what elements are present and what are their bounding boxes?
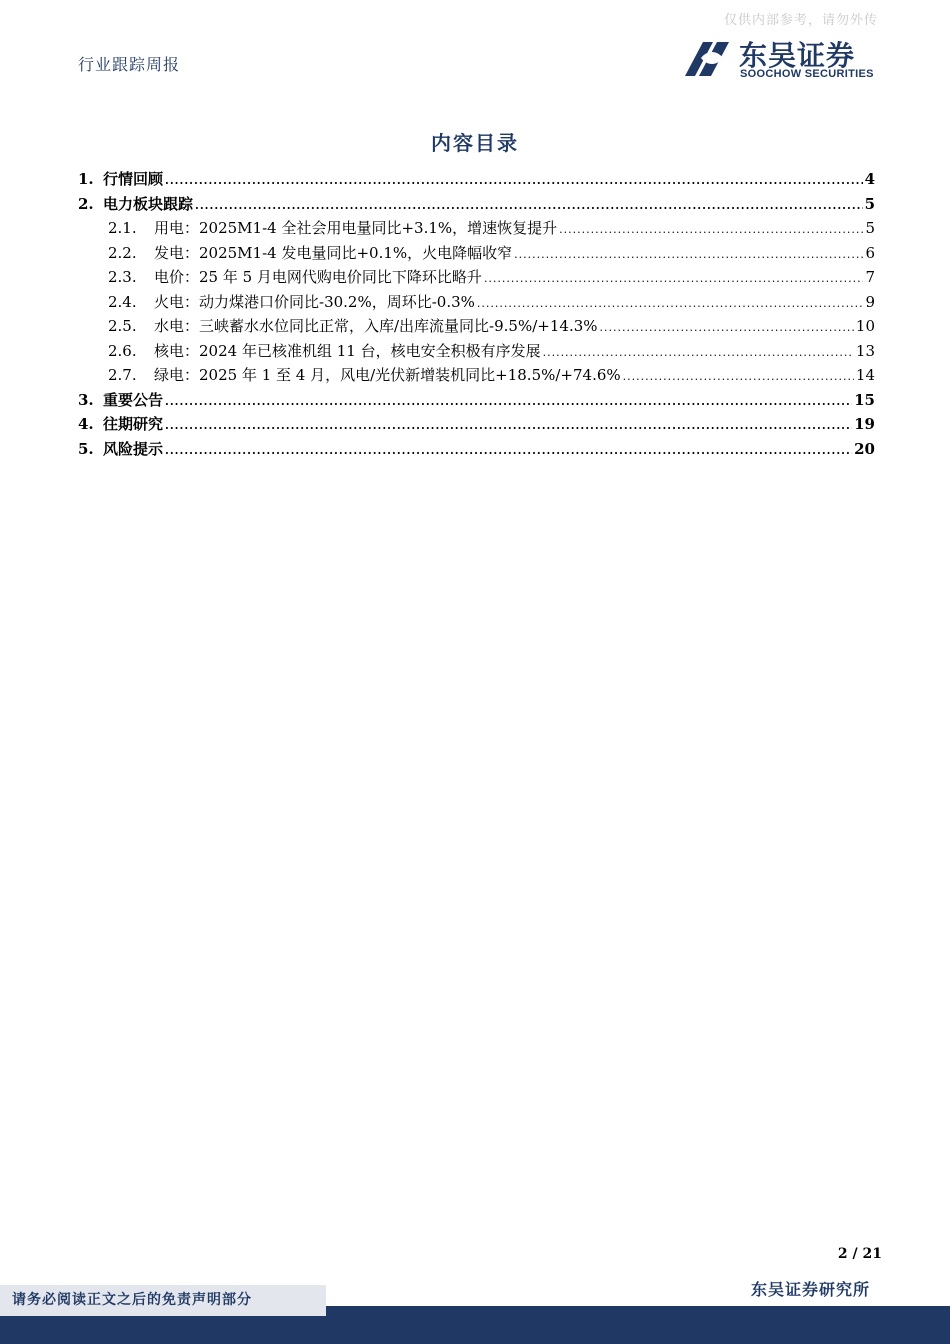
toc-entry[interactable] [78,437,875,462]
toc-entry-number: 5. [78,439,94,458]
toc-entry-number: 3. [78,390,94,409]
toc-entry-page: 15 [854,390,875,409]
toc-entry-page: 10 [855,317,875,335]
toc-entry-page: 4 [864,170,875,188]
toc-dot-leader [484,267,864,292]
toc-dot-leader [600,316,854,341]
toc-entry-number: 2.3. [108,268,137,286]
watermark-text: 仅供内部参考，请勿外传 [723,13,878,28]
page-indicator: 2 / 21 [837,1246,882,1262]
toc-dot-leader [477,292,864,317]
toc-entry-title: 行情回顾 [103,170,164,188]
toc-entry-number: 2.5. [108,317,137,335]
toc-entry-title: 绿电：2025 年 1 至 4 月，风电/光伏新增装机同比+18.5%/+74.6% [154,366,621,384]
toc-entry[interactable] [78,167,875,192]
toc-entry[interactable] [78,314,875,339]
toc-entry-number: 2.2. [108,243,137,262]
toc-entry-title: 核电：2024 年已核准机组 11 台，核电安全积极有序发展 [154,341,541,360]
toc-entry-title: 电价：25 年 5 月电网代购电价同比下降环比略升 [154,268,482,286]
toc-dot-leader [165,439,852,464]
toc-entry[interactable] [78,216,875,241]
toc-entry[interactable] [78,363,875,388]
toc-entry-title: 风险提示 [103,439,164,458]
report-type-label: 行业跟踪周报 [78,55,181,74]
toc-dot-leader [623,365,854,390]
toc-entry-number: 2.6. [108,341,137,360]
toc-entry-title: 发电：2025M1-4 发电量同比+0.1%，火电降幅收窄 [154,243,513,262]
toc-entry-page: 14 [855,366,875,384]
toc-entry[interactable] [78,339,875,364]
toc-entry-title: 重要公告 [103,390,164,409]
toc-entry-title: 电力板块跟踪 [103,194,194,213]
toc-entry[interactable] [78,290,875,315]
toc-entry-title: 用电：2025M1-4 全社会用电量同比+3.1%，增速恢复提升 [154,219,558,237]
toc-entry-page: 19 [854,415,875,433]
toc-entry[interactable] [78,241,875,266]
toc-entry[interactable] [78,388,875,413]
toc-entry-number: 2.4. [108,292,137,311]
toc-entry-page: 5 [865,219,875,237]
toc-dot-leader [195,194,863,219]
company-name-en: SOOCHOW SECURITIES [740,68,874,80]
toc-entry-number: 2.1. [108,219,137,237]
company-logo [683,36,883,84]
toc-entry-title: 火电：动力煤港口价同比-30.2%，周环比-0.3% [154,292,475,311]
toc-title: 内容目录 [431,131,519,155]
toc-entry-page: 20 [854,439,875,458]
toc-entry-number: 4. [78,415,94,433]
toc-entry-title: 水电：三峡蓄水水位同比正常，入库/出库流量同比-9.5%/+14.3% [154,317,598,335]
toc-dot-leader [559,218,863,243]
disclaimer-note: 请务必阅读正文之后的免责声明部分 [0,1285,326,1316]
toc-entry[interactable] [78,412,875,437]
table-of-contents [78,167,875,461]
toc-entry-page: 7 [865,268,875,286]
toc-dot-leader [543,341,854,366]
toc-dot-leader [514,243,863,268]
toc-entry-page: 5 [864,194,875,213]
toc-entry[interactable] [78,265,875,290]
soochow-logo-icon [683,36,731,82]
toc-entry[interactable] [78,192,875,217]
toc-dot-leader [165,414,852,439]
toc-dot-leader [165,390,852,415]
toc-entry-number: 2.7. [108,366,137,384]
toc-entry-number: 2. [78,194,94,213]
toc-entry-number: 1. [78,170,94,188]
toc-entry-title: 往期研究 [103,415,164,433]
company-name-cn: 东吴证券 [739,39,856,72]
toc-dot-leader [165,169,863,194]
toc-entry-page: 9 [865,292,875,311]
institute-name: 东吴证券研究所 [750,1280,870,1299]
toc-entry-page: 13 [855,341,875,360]
toc-entry-page: 6 [865,243,875,262]
